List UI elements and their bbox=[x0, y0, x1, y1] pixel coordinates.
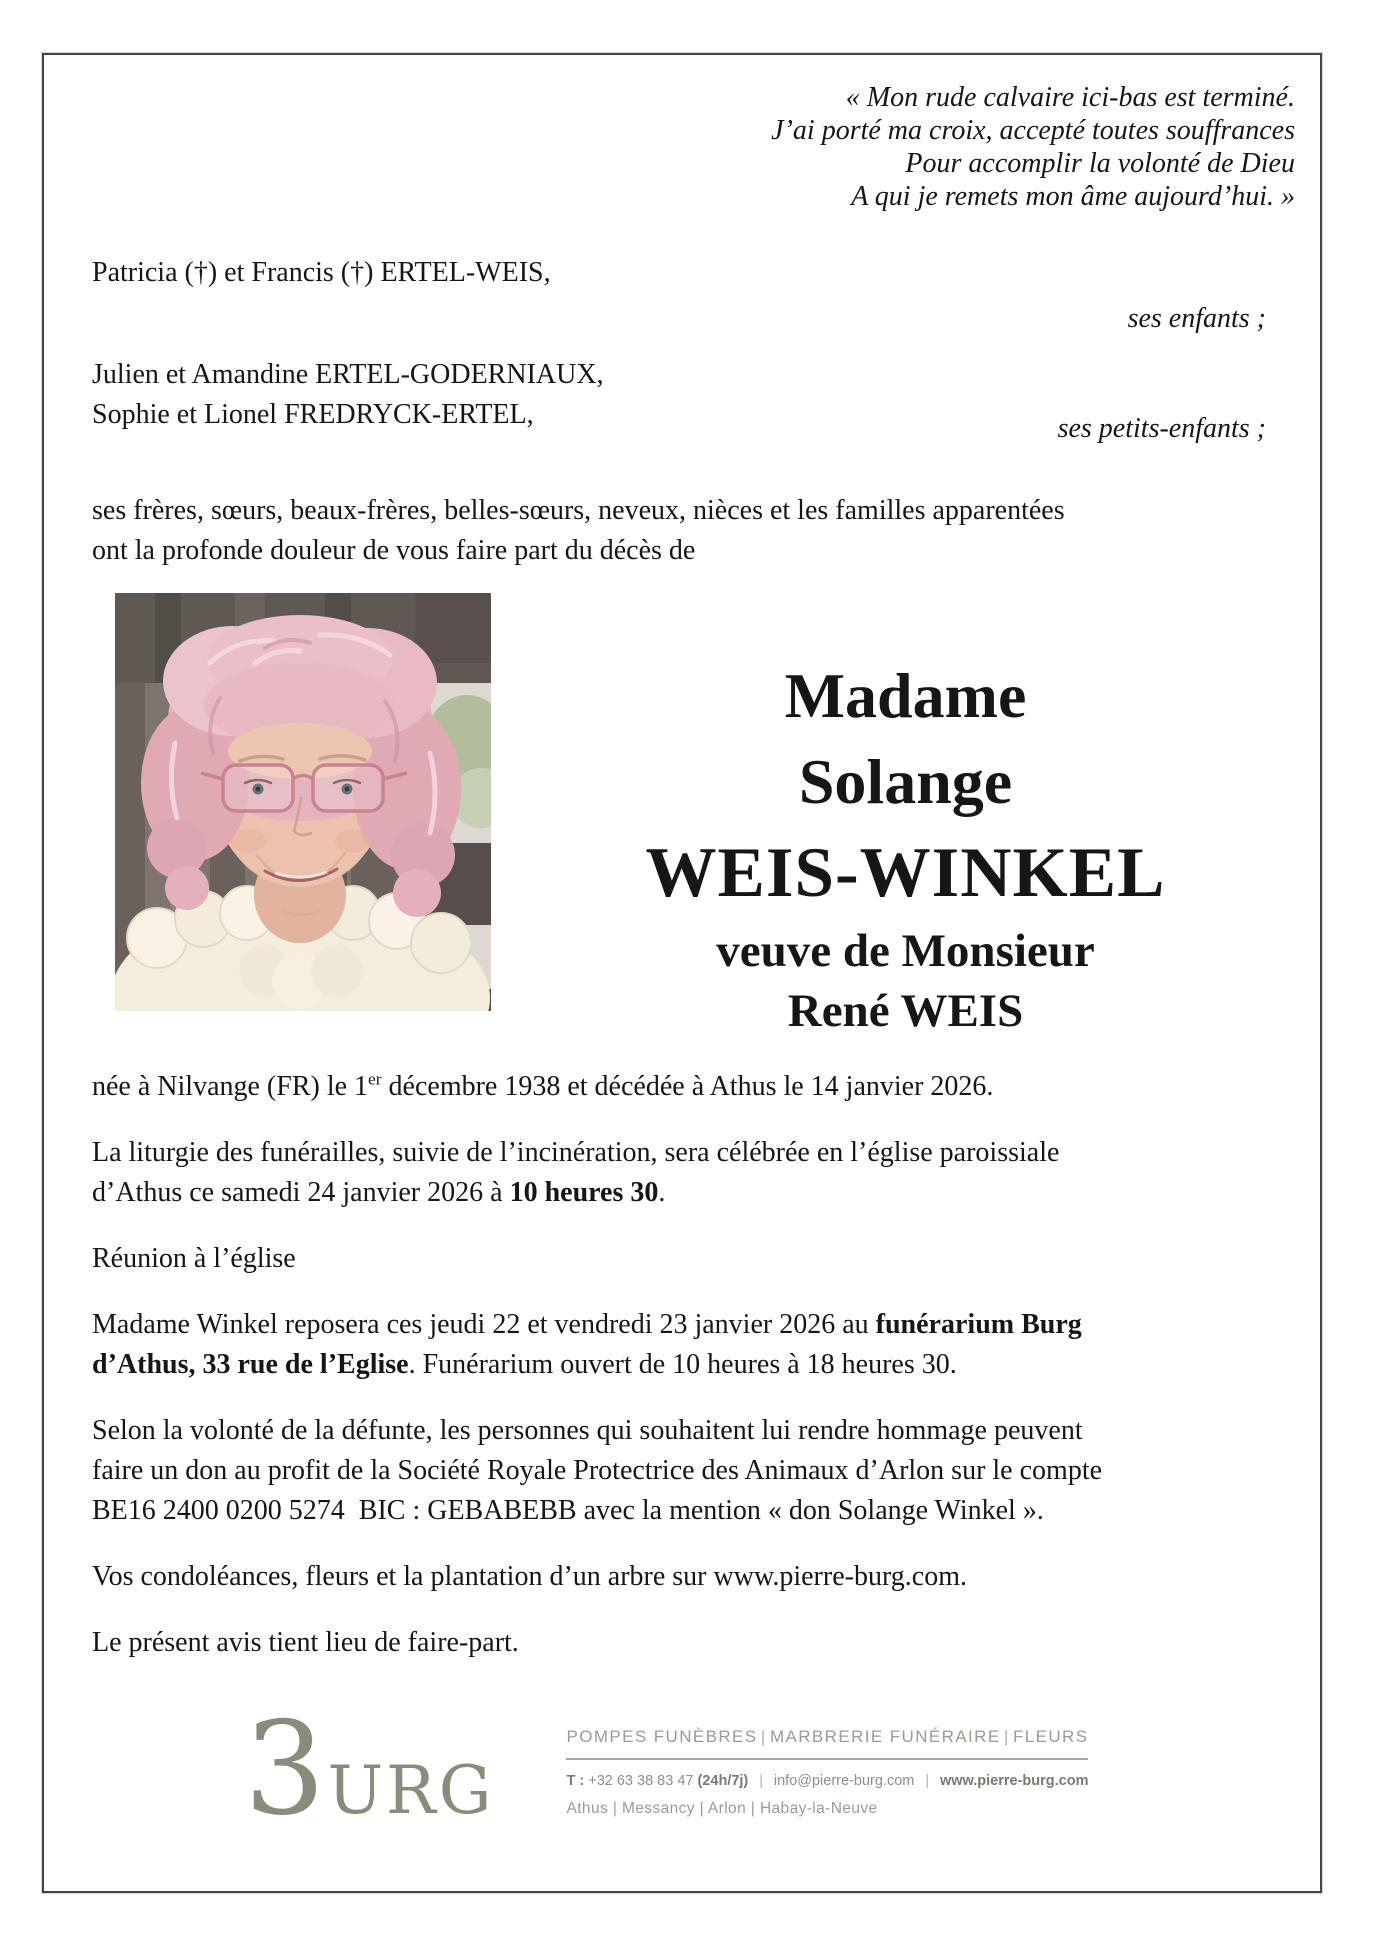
funerarium-address: d’Athus, 33 rue de l’Eglise bbox=[92, 1349, 409, 1380]
husband-name: René WEIS bbox=[787, 985, 1024, 1037]
liturgy-time: 10 heures 30 bbox=[509, 1177, 659, 1208]
phone-label: T : bbox=[566, 1773, 585, 1789]
phone-number: +32 63 38 83 47 bbox=[588, 1773, 694, 1789]
repose-line-2-post: . Funérarium ouvert de 10 heures à 18 heures 30. bbox=[408, 1349, 957, 1380]
notice-paragraph: Le présent avis tient lieu de faire-part. bbox=[92, 1627, 519, 1658]
birth-death-paragraph bbox=[92, 1067, 1270, 1107]
donation-line-3: BE16 2400 0200 5274 BIC : GEBABEBB avec la mention « don Solange Winkel ». bbox=[92, 1495, 1044, 1526]
repose-line-1-pre: Madame Winkel reposera ces jeudi 22 et vendredi 23 janvier 2026 au bbox=[92, 1309, 876, 1340]
children-label: ses enfants ; bbox=[1127, 303, 1266, 334]
repose-paragraph bbox=[92, 1305, 1270, 1385]
service-fleurs: FLEURS bbox=[1013, 1727, 1089, 1746]
pipe-separator: | bbox=[1003, 1727, 1010, 1746]
liturgy-paragraph bbox=[92, 1133, 1270, 1213]
relatives-line-1: ses frères, sœurs, beaux-frères, belles-sœurs, neveux, nièces et les familles apparentées bbox=[92, 495, 1065, 526]
phone-hours: (24h/7j) bbox=[697, 1773, 749, 1789]
children-names: Patricia (†) et Francis (†) ERTEL-WEIS, bbox=[92, 257, 551, 288]
contact-line bbox=[566, 1773, 1088, 1789]
footer-text-block bbox=[566, 1719, 1088, 1818]
donation-line-1: Selon la volonté de la défunte, les personnes qui souhaitent lui rendre hommage peuvent bbox=[92, 1415, 1083, 1446]
cities-line: Athus | Messancy | Arlon | Habay-la-Neuve bbox=[566, 1800, 878, 1817]
grandchildren-label: ses petits-enfants ; bbox=[1057, 413, 1266, 444]
liturgy-line-1: La liturgie des funérailles, suivie de l’incinération, sera célébrée en l’église paroissiale bbox=[92, 1137, 1060, 1168]
condolences-paragraph: Vos condoléances, fleurs et la plantation d’un arbre sur www.pierre-burg.com. bbox=[92, 1561, 967, 1592]
funerarium-name: funérarium Burg bbox=[875, 1309, 1082, 1340]
footer-divider bbox=[566, 1758, 1088, 1760]
service-pompes: POMPES FUNÈBRES bbox=[566, 1727, 758, 1746]
deceased-title-block bbox=[491, 593, 1320, 1041]
pipe-separator: | bbox=[760, 1727, 767, 1746]
burg-logo-text: URG bbox=[327, 1752, 495, 1829]
burg-logo bbox=[244, 1695, 495, 1844]
birth-text-pre: née à Nilvange (FR) le 1 bbox=[92, 1071, 369, 1102]
photo-and-title-row bbox=[44, 593, 1320, 1041]
religious-quote bbox=[44, 81, 1295, 213]
deceased-last-name: WEIS-WINKEL bbox=[645, 834, 1166, 912]
deceased-first-name: Solange bbox=[798, 746, 1013, 817]
website-url: www.pierre-burg.com bbox=[939, 1773, 1089, 1789]
liturgy-line-2-pre: d’Athus ce samedi 24 janvier 2026 à bbox=[92, 1177, 510, 1208]
burg-logo-glyph: 3 bbox=[244, 1695, 326, 1844]
funeral-home-footer bbox=[244, 1695, 1320, 1844]
relatives-line-2: ont la profonde douleur de vous faire part du décès de bbox=[92, 535, 696, 566]
grandchildren-names-2: Sophie et Lionel FREDRYCK-ERTEL, bbox=[92, 399, 534, 430]
widow-of-line: veuve de Monsieur bbox=[716, 925, 1095, 977]
pipe-separator: | bbox=[925, 1773, 930, 1789]
donation-line-2: faire un don au profit de la Société Royale Protectrice des Animaux d’Arlon sur le compte bbox=[92, 1455, 1103, 1486]
email-address: info@pierre-burg.com bbox=[773, 1773, 915, 1789]
quote-line: J’ai porté ma croix, accepté toutes souffrances bbox=[771, 115, 1295, 146]
phone-group bbox=[566, 1773, 748, 1789]
liturgy-line-2-post: . bbox=[658, 1177, 666, 1208]
services-line bbox=[566, 1727, 1088, 1747]
pipe-separator: | bbox=[759, 1773, 763, 1789]
quote-line: « Mon rude calvaire ici-bas est terminé. bbox=[845, 82, 1295, 113]
birth-text-post: décembre 1938 et décédée à Athus le 14 janvier 2026. bbox=[381, 1071, 994, 1102]
portrait-photo bbox=[115, 593, 491, 1011]
deceased-title: Madame bbox=[784, 660, 1027, 731]
quote-line: Pour accomplir la volonté de Dieu bbox=[905, 148, 1295, 179]
page-frame bbox=[42, 53, 1322, 1893]
meeting-paragraph: Réunion à l’église bbox=[92, 1243, 296, 1274]
grandchildren-names-1: Julien et Amandine ERTEL-GODERNIAUX, bbox=[92, 359, 604, 390]
service-marbrerie: MARBRERIE FUNÉRAIRE bbox=[769, 1727, 1001, 1746]
donation-paragraph bbox=[92, 1411, 1270, 1531]
relatives-intro bbox=[92, 491, 1270, 571]
ordinal-superscript: er bbox=[368, 1069, 382, 1089]
quote-line: A qui je remets mon âme aujourd’hui. » bbox=[851, 181, 1295, 212]
